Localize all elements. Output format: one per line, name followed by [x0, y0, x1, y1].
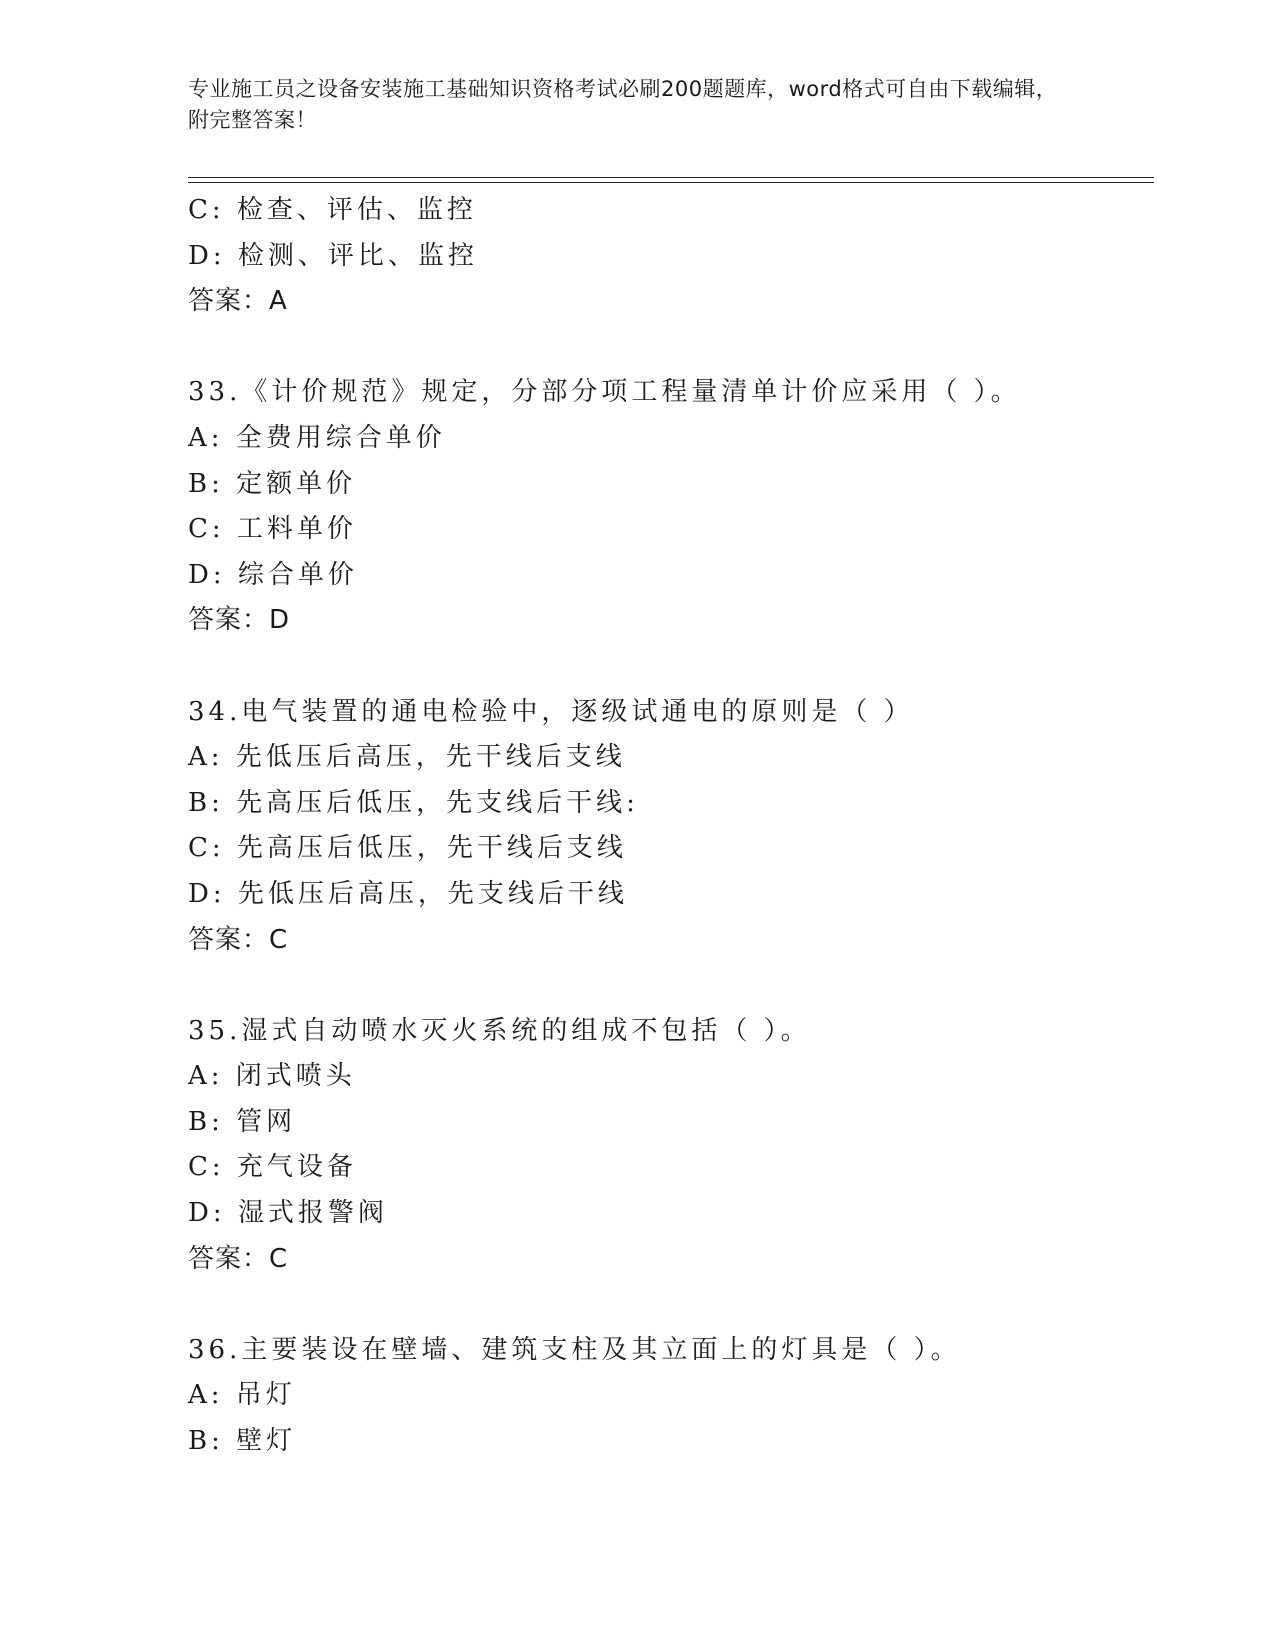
answer-text: 答案：C: [188, 924, 289, 955]
spacer: [188, 325, 1154, 371]
option-text: C: 检查、评估、监控: [188, 195, 477, 225]
option-text: B: 先高压后低压，先支线后干线:: [188, 787, 639, 818]
answer-text: 答案：C: [188, 1243, 289, 1274]
spacer: [188, 963, 1154, 1009]
option-text: D: 湿式报警阀: [188, 1198, 388, 1229]
option-text: A: 吊灯: [188, 1380, 296, 1411]
spacer: [188, 644, 1154, 690]
document-header: 专业施工员之设备安装施工基础知识资格考试必刷200题题库，word格式可自由下载编辑，附完整答案！: [188, 77, 1058, 132]
question-text: 35.湿式自动喷水灭火系统的组成不包括（ ）。: [188, 1015, 811, 1046]
question-text: 36.主要装设在壁墙、建筑支柱及其立面上的灯具是（ ）。: [188, 1334, 961, 1365]
header-divider-top: [188, 177, 1154, 178]
answer-text: 答案：A: [188, 286, 288, 317]
option-text: C: 工料单价: [188, 514, 357, 545]
option-text: A: 先低压后高压，先干线后支线: [188, 742, 626, 773]
option-text: D: 综合单价: [188, 559, 358, 590]
option-text: A: 闭式喷头: [188, 1061, 356, 1092]
question-text: 33.《计价规范》规定，分部分项工程量清单计价应采用（ ）。: [188, 377, 1021, 408]
question-list: [188, 188, 1154, 1465]
header-divider-bottom: [188, 182, 1154, 183]
spacer: [188, 1282, 1154, 1328]
option-text: A: 全费用综合单价: [188, 422, 446, 453]
answer-text: 答案：D: [188, 605, 291, 636]
option-text: D: 先低压后高压，先支线后干线: [188, 878, 628, 909]
option-text: C: 充气设备: [188, 1152, 357, 1183]
option-text: D: 检测、评比、监控: [188, 240, 478, 271]
option-text: B: 定额单价: [188, 468, 357, 499]
option-text: C: 先高压后低压，先干线后支线: [188, 833, 627, 864]
option-text: B: 管网: [188, 1106, 297, 1137]
question-text: 34.电气装置的通电检验中，逐级试通电的原则是（ ）: [188, 696, 914, 727]
option-text: B: 壁灯: [188, 1426, 297, 1457]
